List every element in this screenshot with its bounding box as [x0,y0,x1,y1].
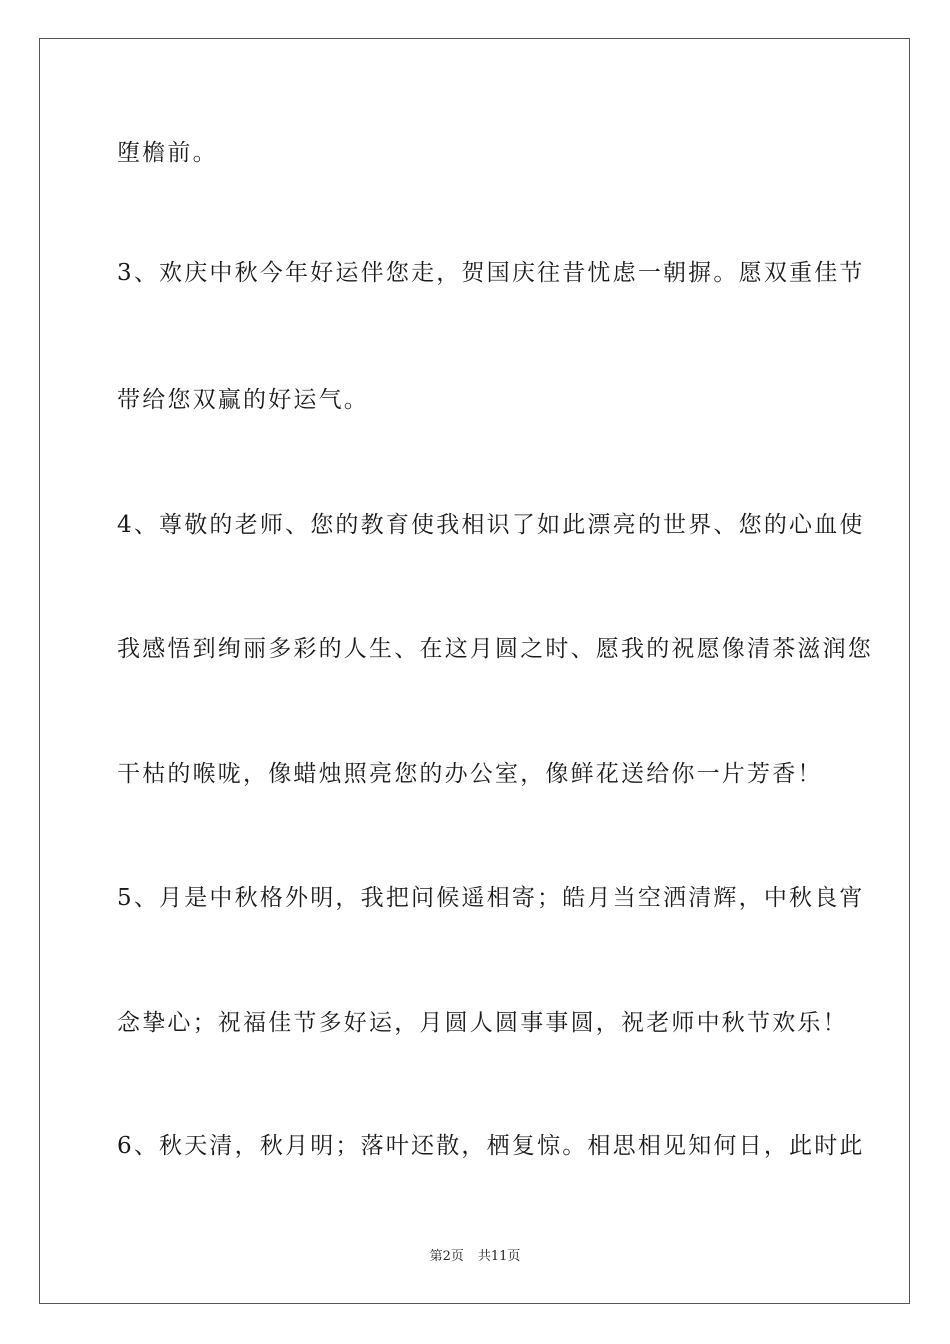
text-line: 我感悟到绚丽多彩的人生、在这月圆之时、愿我的祝愿像清茶滋润您 [117,636,873,662]
text-line: 念挚心；祝福佳节多好运，月圆人圆事事圆，祝老师中秋节欢乐！ [117,1010,848,1036]
page-border [39,38,910,1304]
text-line: 5、月是中秋格外明，我把问候遥相寄；皓月当空洒清辉，中秋良宵 [117,885,865,911]
page-number: 第2页 [429,1249,464,1264]
text-line: 带给您双赢的好运气。 [117,387,369,413]
text-line: 堕檐前。 [117,140,218,166]
text-line: 3、欢庆中秋今年好运伴您走，贺国庆往昔忧虑一朝摒。愿双重佳节 [117,260,865,286]
text-line: 干枯的喉咙，像蜡烛照亮您的办公室，像鲜花送给你一片芳香！ [117,761,823,787]
page-footer [0,1248,950,1266]
text-line: 6、秋天清，秋月明；落叶还散，栖复惊。相思相见知何日，此时此 [117,1133,865,1159]
text-line: 4、尊敬的老师、您的教育使我相识了如此漂亮的世界、您的心血使 [117,512,865,538]
page-total: 共11页 [477,1249,521,1264]
